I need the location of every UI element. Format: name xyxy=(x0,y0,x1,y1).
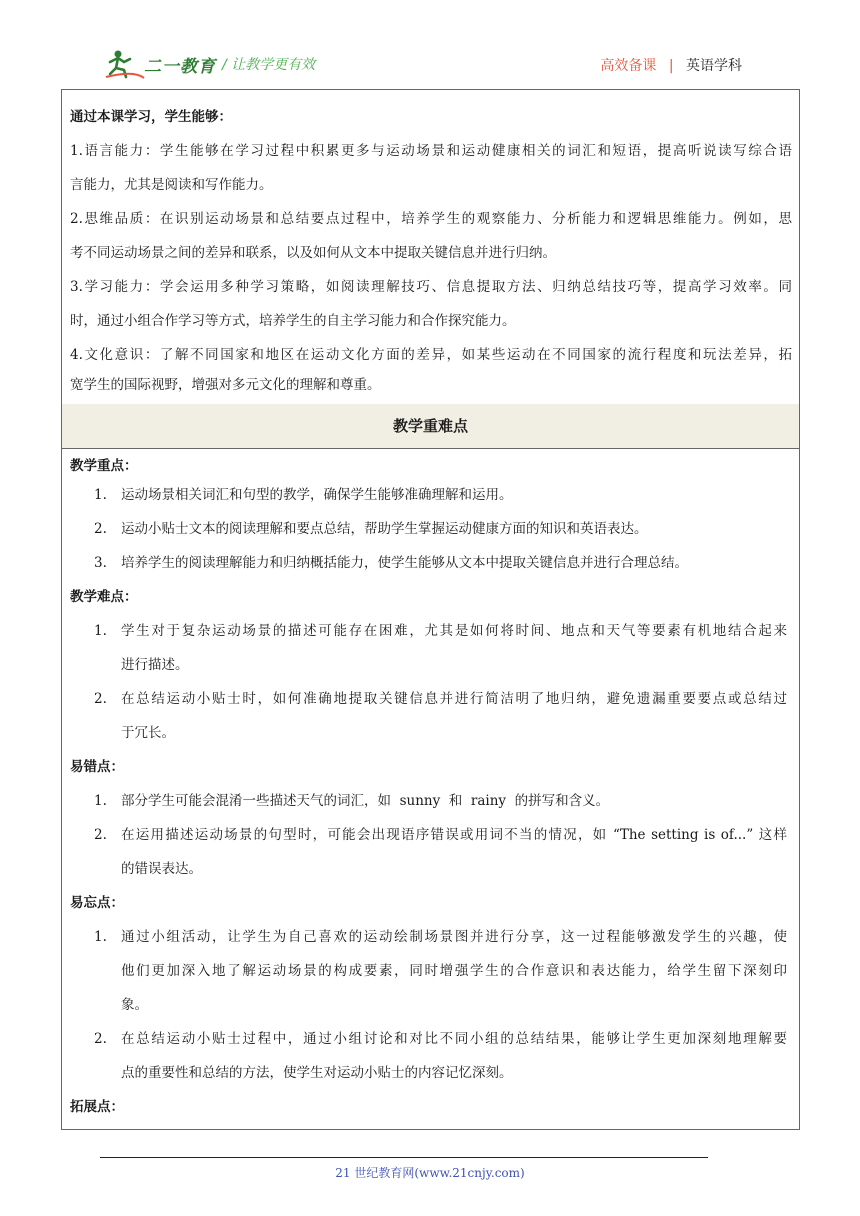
objective-1-line1: 1.语言能力：学生能够在学习过程中积累更多与运动场景和运动健康相关的词汇和短语，提高听说读写综合语 xyxy=(70,143,792,159)
error-point-2-line1: 在运用描述运动场景的句型时，可能会出现语序错误或用词不当的情况，如 “The setting is of...” 这样 xyxy=(121,827,787,843)
lesson-table xyxy=(61,89,800,1130)
objective-2-line2: 考不同运动场景之间的差异和联系，以及如何从文本中提取关键信息并进行归纳。 xyxy=(70,245,556,261)
extension-points-heading: 拓展点： xyxy=(70,1099,124,1115)
footer-divider xyxy=(100,1157,708,1158)
header-right xyxy=(600,55,742,75)
forget-point-1-line3: 象。 xyxy=(121,997,148,1013)
objective-2-line1: 2.思维品质：在识别运动场景和总结要点过程中，培养学生的观察能力、分析能力和逻辑思维能力。例如，思 xyxy=(70,211,792,227)
forget-point-2-line2: 点的重要性和总结的方法，使学生对运动小贴士的内容记忆深刻。 xyxy=(121,1065,513,1081)
forget-point-1-line2: 他们更加深入地了解运动场景的构成要素，同时增强学生的合作意识和表达能力，给学生留下深刻印 xyxy=(121,963,787,979)
difficult-point-1-num: 1. xyxy=(94,623,107,639)
objective-4-line2: 宽学生的国际视野，增强对多元文化的理解和尊重。 xyxy=(70,377,381,393)
error-point-1-num: 1. xyxy=(94,793,107,809)
objective-1-line2: 言能力，尤其是阅读和写作能力。 xyxy=(70,177,273,193)
page-header xyxy=(0,0,860,90)
forget-point-1-num: 1. xyxy=(94,929,107,945)
error-point-1-text: 部分学生可能会混淆一些描述天气的词汇，如 sunny 和 rainy 的拼写和含义。 xyxy=(121,793,610,809)
difficult-point-2-line2: 于冗长。 xyxy=(121,725,175,741)
forget-point-2-num: 2. xyxy=(94,1031,107,1047)
logo-text: 二一教育 xyxy=(144,57,216,77)
forget-points-heading: 易忘点： xyxy=(70,895,124,911)
key-points-section xyxy=(62,449,799,1129)
key-point-3-num: 3. xyxy=(94,555,107,571)
key-point-3-text: 培养学生的阅读理解能力和归纳概括能力，使学生能够从文本中提取关键信息并进行合理总结。 xyxy=(121,555,688,571)
error-point-2-line2: 的错误表达。 xyxy=(121,861,202,877)
error-point-2-num: 2. xyxy=(94,827,107,843)
difficult-point-1-line2: 进行描述。 xyxy=(121,657,189,673)
difficult-point-2-line1: 在总结运动小贴士时，如何准确地提取关键信息并进行简洁明了地归纳，避免遗漏重要要点或总结过 xyxy=(121,691,787,707)
forget-point-2-line1: 在总结运动小贴士过程中，通过小组讨论和对比不同小组的总结结果，能够让学生更加深刻地理解要 xyxy=(121,1031,787,1047)
slogan-text: / 让教学更有效 xyxy=(222,57,316,73)
key-point-1-text: 运动场景相关词汇和句型的教学，确保学生能够准确理解和运用。 xyxy=(121,487,513,503)
difficult-points-heading: 教学难点： xyxy=(70,589,138,605)
header-subject: 英语学科 xyxy=(686,58,742,74)
key-point-2-text: 运动小贴士文本的阅读理解和要点总结，帮助学生掌握运动健康方面的知识和英语表达。 xyxy=(121,521,648,537)
objective-3-line2: 时，通过小组合作学习等方式，培养学生的自主学习能力和合作探究能力。 xyxy=(70,313,516,329)
objectives-section xyxy=(62,90,799,405)
key-point-2-num: 2. xyxy=(94,521,107,537)
objectives-intro: 通过本课学习，学生能够： xyxy=(70,109,232,125)
key-points-heading: 教学重点： xyxy=(70,458,138,474)
objective-4-line1: 4.文化意识：了解不同国家和地区在运动文化方面的差异，如某些运动在不同国家的流行程度和玩法差异，拓 xyxy=(70,347,792,363)
footer-text: 21 世纪教育网(www.21cnjy.com) xyxy=(335,1166,525,1180)
header-tag: 高效备课 xyxy=(600,58,657,74)
forget-point-1-line1: 通过小组活动，让学生为自己喜欢的运动绘制场景图并进行分享，这一过程能够激发学生的兴趣，使 xyxy=(121,929,787,945)
difficult-point-2-num: 2. xyxy=(94,691,107,707)
section-title: 教学重难点 xyxy=(62,404,799,449)
difficult-point-1-line1: 学生对于复杂运动场景的描述可能存在困难，尤其是如何将时间、地点和天气等要素有机地结合起来 xyxy=(121,623,787,639)
error-points-heading: 易错点： xyxy=(70,759,124,775)
key-point-1-num: 1. xyxy=(94,487,107,503)
header-separator: | xyxy=(668,58,674,74)
objective-3-line1: 3.学习能力：学会运用多种学习策略，如阅读理解技巧、信息提取方法、归纳总结技巧等，提高学习效率。同 xyxy=(70,279,792,295)
